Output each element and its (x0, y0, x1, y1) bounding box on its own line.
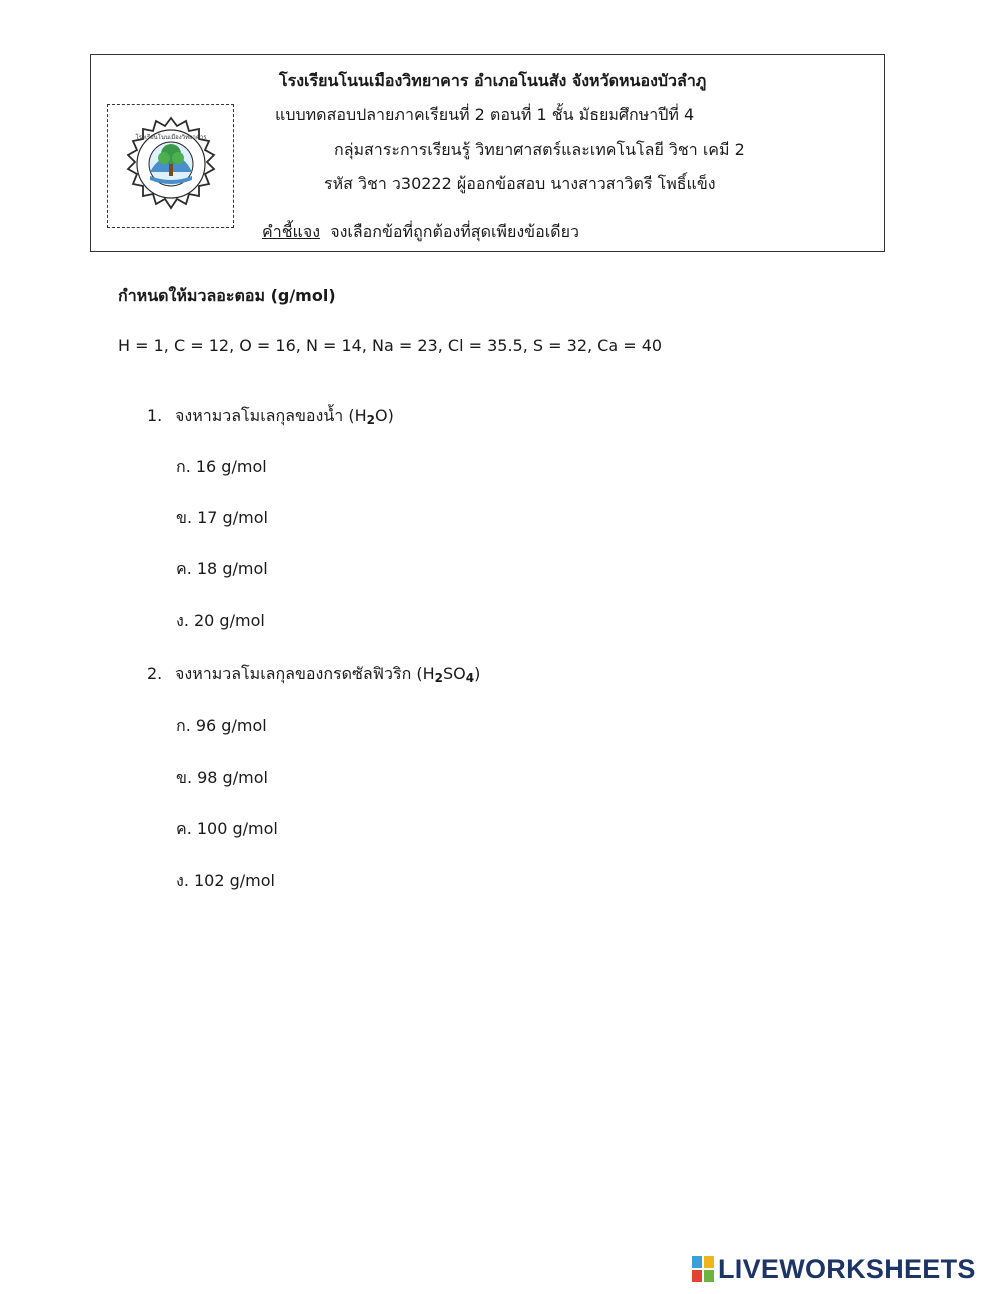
question-number: 2. (147, 664, 163, 683)
logo-caption: โรงเรียนโนนเมืองวิทยาคาร (134, 134, 207, 141)
liveworksheets-brand[interactable] (692, 1254, 976, 1284)
exam-title: แบบทดสอบปลายภาคเรียนที่ 2 ตอนที่ 1 ชั้น มัธยมศึกษาปีที่ 4 (275, 105, 695, 124)
q2-option-c[interactable]: ค. 100 g/mol (176, 819, 278, 838)
formula-part: O) (374, 406, 394, 425)
q2-option-a[interactable]: ก. 96 g/mol (176, 716, 267, 735)
q1-option-b[interactable]: ข. 17 g/mol (176, 508, 268, 527)
question-number: 1. (147, 406, 163, 425)
school-logo-frame (107, 104, 234, 228)
formula-subscript: 4 (465, 671, 475, 685)
q1-option-a[interactable]: ก. 16 g/mol (176, 457, 267, 476)
brand-name: LIVEWORKSHEETS (718, 1253, 976, 1284)
q1-option-c[interactable]: ค. 18 g/mol (176, 559, 268, 578)
school-logo-icon (119, 114, 223, 218)
question-text: จงหามวลโมเลกุลของน้ำ (H (175, 406, 367, 425)
q1-option-d[interactable]: ง. 20 g/mol (176, 611, 265, 630)
school-name: โรงเรียนโนนเมืองวิทยาคาร อำเภอโนนสัง จังหวัดหนองบัวลำภู (279, 71, 707, 90)
subject-code-author: รหัส วิชา ว30222 ผู้ออกข้อสอบ นางสาวสาวิตรี โพธิ์แข็ง (324, 174, 716, 193)
question-2 (147, 662, 480, 687)
given-title: กำหนดให้มวลอะตอม (g/mol) (118, 286, 336, 305)
instruction-text: จงเลือกข้อที่ถูกต้องที่สุดเพียงข้อเดียว (330, 222, 579, 241)
subject-group: กลุ่มสาระการเรียนรู้ วิทยาศาสตร์และเทคโนโลยี วิชา เคมี 2 (334, 140, 745, 159)
formula-part: SO (442, 664, 466, 683)
q2-option-d[interactable]: ง. 102 g/mol (176, 871, 275, 890)
liveworksheets-logo-icon (692, 1256, 714, 1282)
formula-subscript: 2 (366, 413, 375, 427)
instructions (262, 221, 579, 243)
question-text: จงหามวลโมเลกุลของกรดซัลฟิวริก (H (175, 664, 435, 683)
formula-part: ) (474, 664, 481, 683)
instruction-label: คำชี้แจง (262, 222, 321, 241)
question-1 (147, 404, 394, 429)
atomic-masses: H = 1, C = 12, O = 16, N = 14, Na = 23, Cl = 35.5, S = 32, Ca = 40 (118, 336, 663, 355)
formula-subscript: 2 (434, 671, 443, 685)
q2-option-b[interactable]: ข. 98 g/mol (176, 768, 268, 787)
